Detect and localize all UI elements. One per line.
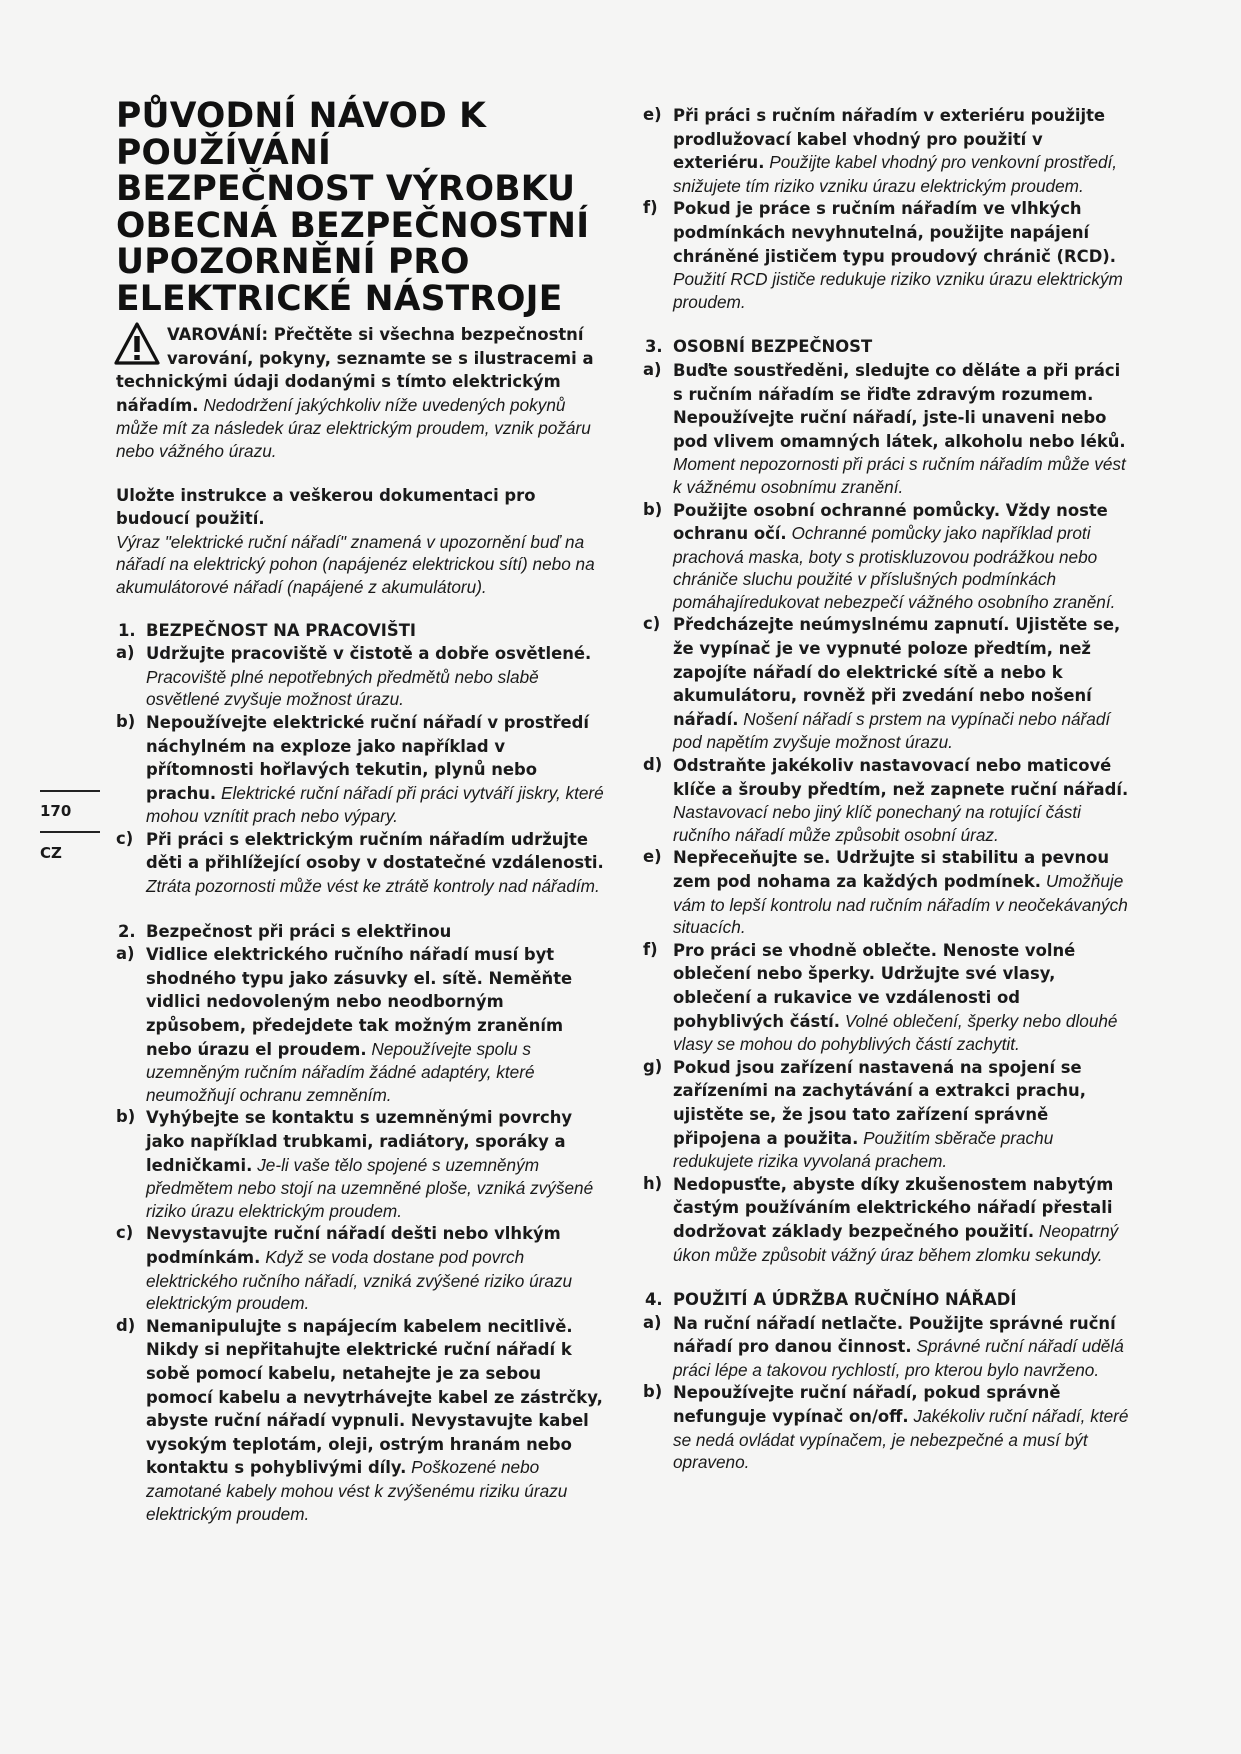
section-title: Bezpečnost při práci s elektřinou	[146, 921, 452, 941]
item-letter: g)	[643, 1056, 663, 1076]
save-italic-text: Výraz "elektrické ruční nářadí" znamená v upozornění buď na nářadí na elektrický pohon (napájenéz elektrickou sítí) nebo na akumulátorové nářadí (napájené z akumulátoru).	[116, 531, 595, 597]
item-italic-text: Jakékoliv ruční nářadí, které se nedá ovládat vypínačem, je nebezpečné a musí být opraveno.	[673, 1406, 1129, 1473]
item-bold-text: Při práci s elektrickým ručním nářadím udržujte děti a přihlížející osoby v dostatečné vzdálenosti.	[146, 829, 604, 873]
title-line: PŮVODNÍ NÁVOD K	[116, 96, 487, 136]
item-italic-text: Nošení nářadí s prstem na vypínači nebo nářadí pod napětím zvyšuje možnost úrazu.	[673, 708, 1111, 753]
item-bold-text: Vidlice elektrického ručního nářadí musí byt shodného typu jako zásuvky el. sítě. Neměňte vidlici nedovoleným nebo neodborným způsobem, předejdete tak možným zraněním nebo úrazu el proudem.	[146, 945, 573, 1059]
item-italic-text: Použitím sběrače prachu redukujete rizika vyvolaná prachem.	[673, 1127, 1054, 1172]
section-heading	[116, 921, 609, 944]
list-item	[643, 197, 1133, 313]
item-letter: b)	[116, 711, 136, 731]
list-item	[116, 711, 609, 828]
item-bold-text: Buďte soustředěni, sledujte co děláte a při práci s ručním nářadím se řiďte zdravým rozumem. Nepoužívejte ruční nářadí, jste-li unaveni nebo pod vlivem omamných látek, alkoholu nebo léků.	[673, 360, 1126, 451]
item-letter: e)	[643, 847, 662, 867]
item-letter: c)	[643, 614, 661, 634]
list-item	[643, 1381, 1133, 1473]
title-line: BEZPEČNOST VÝROBKU	[116, 169, 576, 209]
item-bold-text: Předcházejte neúmyslnému zapnutí. Ujistěte se, že vypínač je ve vypnuté poloze předtím, než zapojíte nářadí do elektrické sítě a nebo k akumulátoru, rovněž při zvedání nebo nošení nářadí.	[673, 615, 1121, 729]
item-letter: c)	[116, 1223, 134, 1243]
list-item	[643, 1173, 1133, 1266]
item-italic-text: Nastavovací nebo jiný klíč ponechaný na rotující části ručního nářadí může způsobit osobní úraz.	[673, 802, 1081, 845]
section-title: POUŽITÍ A ÚDRŽBA RUČNÍHO NÁŘADÍ	[673, 1290, 1017, 1310]
right-column	[643, 104, 1133, 1474]
item-italic-text: Nepoužívejte spolu s uzemněným ručním nářadím žádné adaptéry, které neumožňují ochranu zemněním.	[146, 1038, 535, 1105]
item-letter: e)	[643, 105, 662, 124]
item-bold-text: Při práci s ručním nářadím v exteriéru použijte prodlužovací kabel vhodný pro použití v exteriéru.	[673, 106, 1106, 173]
item-bold-text: Pokud je práce s ručním nářadím ve vlhkých podmínkách nevyhnutelná, použijte napájení chráněné jističem typu proudový chránič (RCD).	[673, 199, 1117, 266]
side-rule-top	[40, 790, 100, 792]
item-bold-text: Pokud jsou zařízení nastavená na spojení se zařízeními na zachytávání a extrakci prachu, ujistěte se, že jsou tato zařízení správně připojena a použita.	[673, 1057, 1086, 1148]
item-bold-text: Nedopusťte, abyste díky zkušenostem nabytým častým používáním elektrického nářadí přestali dodržovat základy bezpečného použití.	[673, 1174, 1114, 1241]
item-letter: b)	[643, 1382, 663, 1402]
item-bold-text: Nepoužívejte elektrické ruční nářadí v prostředí náchylném na exploze jako například v přítomnosti hořlavých tekutin, plynů nebo prachu.	[146, 712, 590, 803]
section-number: 3.	[645, 337, 663, 357]
item-letter: b)	[643, 499, 663, 519]
language-code: CZ	[40, 844, 62, 862]
item-italic-text: Moment nepozornosti při práci s ručním nářadím může vést k vážnému osobnímu zranění.	[673, 454, 1126, 497]
title-line: POUŽÍVÁNÍ	[116, 132, 332, 173]
list-item	[643, 939, 1133, 1056]
item-letter: f)	[643, 939, 658, 959]
section-heading	[643, 336, 1133, 359]
item-letter: f)	[643, 198, 658, 218]
item-letter: a)	[116, 643, 135, 663]
item-bold-text: Vyhýbejte se kontaktu s uzemněnými povrchy jako například trubkami, radiátory, sporáky a ledničkami.	[146, 1108, 573, 1175]
list-item	[116, 642, 609, 711]
list-item	[116, 1106, 609, 1222]
list-item	[643, 104, 1133, 197]
warning-block	[116, 323, 609, 463]
item-italic-text: Neopatrný úkon může způsobit vážný úraz během zlomku sekundy.	[673, 1220, 1119, 1265]
item-bold-text: Nepoužívejte ruční nářadí, pokud správně nefunguje vypínač on/off.	[673, 1383, 1061, 1427]
list-item	[116, 828, 609, 898]
item-letter: b)	[116, 1107, 136, 1127]
save-bold-text: Uložte instrukce a veškerou dokumentaci pro budoucí použití.	[116, 485, 536, 529]
item-italic-text: Správné ruční nářadí udělá práci lépe a takovou rychlostí, pro kterou bylo navrženo.	[673, 1336, 1124, 1380]
document-title	[116, 98, 609, 317]
item-letter: d)	[116, 1315, 136, 1335]
item-bold-text: Nevystavujte ruční nářadí dešti nebo vlhkým podmínkám.	[146, 1224, 561, 1267]
item-bold-text: Použijte osobní ochranné pomůcky. Vždy noste ochranu očí.	[673, 500, 1108, 544]
save-instructions	[116, 484, 609, 599]
list-item	[116, 1315, 609, 1525]
item-bold-text: Nepřeceňujte se. Udržujte si stabilitu a pevnou zem pod nohama za každých podmínek.	[673, 848, 1110, 891]
page-number: 170	[40, 802, 72, 820]
list-item	[643, 1056, 1133, 1173]
item-italic-text: Pracoviště plné nepotřebných předmětů nebo slabě osvětlené zvyšuje možnost úrazu.	[146, 666, 539, 710]
list-item	[116, 1222, 609, 1314]
section-number: 2.	[118, 921, 136, 941]
section-number: 1.	[118, 620, 136, 640]
title-line: OBECNÁ BEZPEČNOSTNÍ	[116, 205, 590, 246]
item-letter: d)	[643, 755, 663, 775]
item-letter: a)	[116, 944, 135, 964]
left-column	[116, 98, 609, 1525]
item-italic-text: Když se voda dostane pod povrch elektrického ručního nářadí, vzniká zvýšené riziko úrazu elektrickým proudem.	[146, 1246, 573, 1314]
section-heading	[116, 620, 609, 643]
list-item	[643, 499, 1133, 614]
list-item	[643, 359, 1133, 499]
item-italic-text: Je-li vaše tělo spojené s uzemněným předmětem nebo stojí na uzemněné ploše, vzniká zvýšené riziko úrazu elektrickým proudem.	[146, 1154, 594, 1221]
side-rule-bottom	[40, 831, 100, 833]
item-italic-text: Použijte kabel vhodný pro venkovní prostředí, snižujete tím riziko vzniku úrazu elektrickým proudem.	[673, 152, 1118, 196]
item-italic-text: Umožňuje vám to lepší kontrolu nad ručním nářadím v neočekávaných situacích.	[673, 871, 1128, 938]
list-item	[643, 846, 1133, 938]
item-letter: a)	[643, 1312, 662, 1332]
title-line: UPOZORNĚNÍ PRO	[116, 242, 470, 282]
list-item	[116, 943, 609, 1106]
item-italic-text: Volné oblečení, šperky nebo dlouhé vlasy se mohou do pohyblivých částí zachytit.	[673, 1010, 1118, 1055]
warning-italic-text: Nedodržení jakýchkoliv níže uvedených pokynů může mít za následek úraz elektrickým proudem, vznik požáru nebo vážného úrazu.	[116, 394, 591, 461]
section-number: 4.	[645, 1290, 663, 1310]
list-item	[643, 754, 1133, 846]
item-bold-text: Odstraňte jakékoliv nastavovací nebo maticové klíče a šrouby předtím, než zapnete ruční nářadí.	[673, 756, 1129, 799]
item-letter: h)	[643, 1173, 663, 1193]
item-bold-text: Na ruční nářadí netlačte. Použijte správné ruční nářadí pro danou činnost.	[673, 1313, 1116, 1357]
item-italic-text: Poškozené nebo zamotané kabely mohou vést k zvýšenému riziku úrazu elektrickým proudem.	[146, 1457, 568, 1524]
section-title: BEZPEČNOST NA PRACOVIŠTI	[146, 620, 416, 640]
list-item	[643, 613, 1133, 754]
item-italic-text: Ztráta pozornosti může vést ke ztrátě kontroly nad nářadím.	[146, 876, 600, 897]
list-item	[643, 1312, 1133, 1382]
section-title: OSOBNÍ BEZPEČNOST	[673, 337, 873, 357]
item-italic-text: Použití RCD jističe redukuje riziko vzniku úrazu elektrickým proudem.	[673, 269, 1123, 312]
warning-bold-text: VAROVÁNÍ: Přečtěte si všechna bezpečnostní varování, pokyny, seznamte se s ilustracemi a technickými údaji dodanými s tímto elektrickým nářadím.	[116, 325, 594, 415]
warning-triangle-icon	[113, 321, 161, 367]
item-bold-text: Pro práci se vhodně oblečte. Nenoste volné oblečení nebo šperky. Udržujte své vlasy, oblečení a rukavice ve vzdálenosti od pohyblivých částí.	[673, 940, 1076, 1031]
item-bold-text: Nemanipulujte s napájecím kabelem necitlivě. Nikdy si nepřitahujte elektrické ruční nářadí k sobě pomocí kabelu, netahejte je za sebou pomocí kabelu a nevytrhávejte kabel ze zástrčky, abyste ruční nářadí vypnuli. Nevystavujte kabel vysokým teplotám, oleji, ostrým hranám nebo kontaktu s pohyblivými díly.	[146, 1316, 603, 1478]
section-heading	[643, 1289, 1133, 1312]
item-letter: c)	[116, 828, 134, 848]
item-italic-text: Ochranné pomůcky jako například proti prachová maska, boty s protiskluzovou podrážkou nebo chrániče sluchu použité v příslušných podmínkách pomáhajíredukovat nebezpečí vážného osobního zranění.	[673, 523, 1116, 612]
item-bold-text: Udržujte pracoviště v čistotě a dobře osvětlené.	[146, 644, 592, 664]
title-line: ELEKTRICKÉ NÁSTROJE	[116, 278, 563, 319]
item-letter: a)	[643, 359, 662, 379]
item-italic-text: Elektrické ruční nářadí při práci vytváří jiskry, které mohou vznítit prach nebo výpary.	[146, 782, 604, 827]
